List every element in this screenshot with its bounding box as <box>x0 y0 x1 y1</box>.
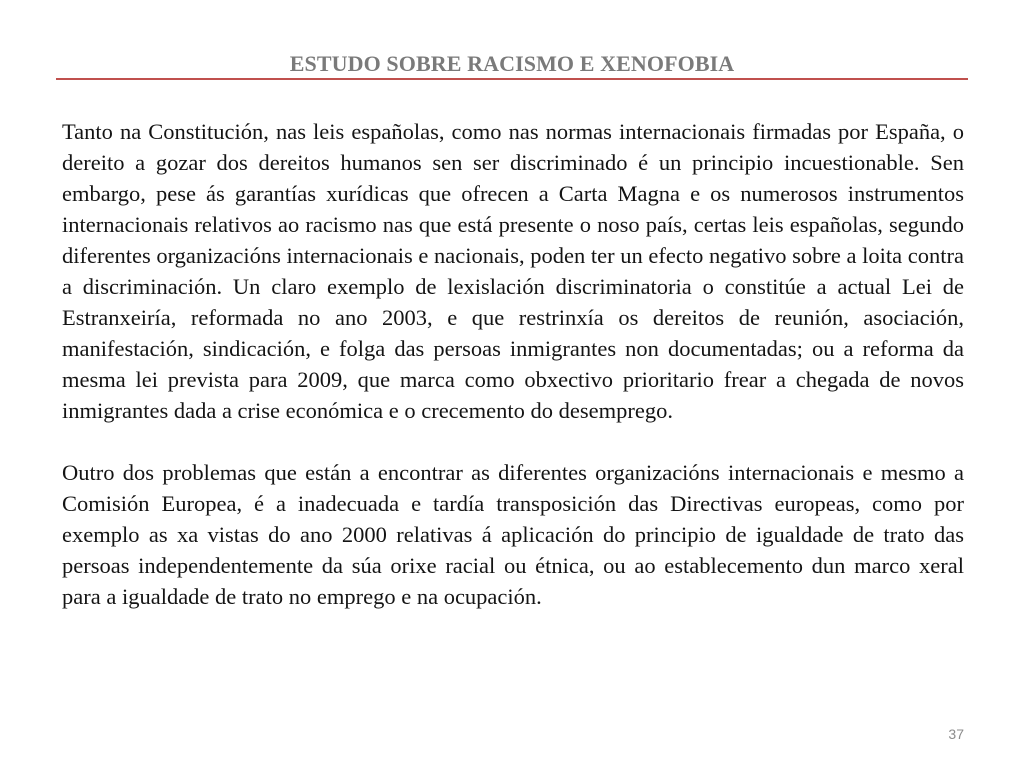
title-underline <box>56 78 968 80</box>
slide-title: ESTUDO SOBRE RACISMO E XENOFOBIA <box>289 51 735 76</box>
page-number: 37 <box>948 726 964 742</box>
paragraph-1: Tanto na Constitución, nas leis españolas, como nas normas internacionais firmadas por España, o dereito a gozar dos dereitos humanos sen ser discriminado é un principio incuestionable. Sen embargo, pese ás garantías xurídicas que ofrecen a Carta Magna e os numerosos instrumentos internacionais relativos ao racismo nas que está presente o noso país, certas leis españolas, segundo diferentes organizacións internacionais e nacionais, poden ter un efecto negativo sobre a loita contra a discriminación. Un claro exemplo de lexislación discriminatoria o constitúe a actual Lei de Estranxeiría, reformada no ano 2003, e que restrinxía os dereitos de reunión, asociación, manifestación, sindicación, e folga das persoas inmigrantes non documentadas; ou a reforma da mesma lei prevista para 2009, que marca como obxectivo prioritario frear a chegada de novos inmigrantes dada a crise económica e o crecemento do desemprego. <box>62 119 964 423</box>
paragraph-2: Outro dos problemas que están a encontrar as diferentes organizacións internacionais e mesmo a Comisión Europea, é a inadecuada e tardía transposición das Directivas europeas, como por exemplo as xa vistas do ano 2000 relativas á aplicación do principio de igualdade de trato das persoas independentemente da súa orixe racial ou étnica, ou ao establecemento dun marco xeral para a igualdade de trato no emprego e na ocupación. <box>62 460 964 609</box>
slide-body <box>62 116 964 612</box>
